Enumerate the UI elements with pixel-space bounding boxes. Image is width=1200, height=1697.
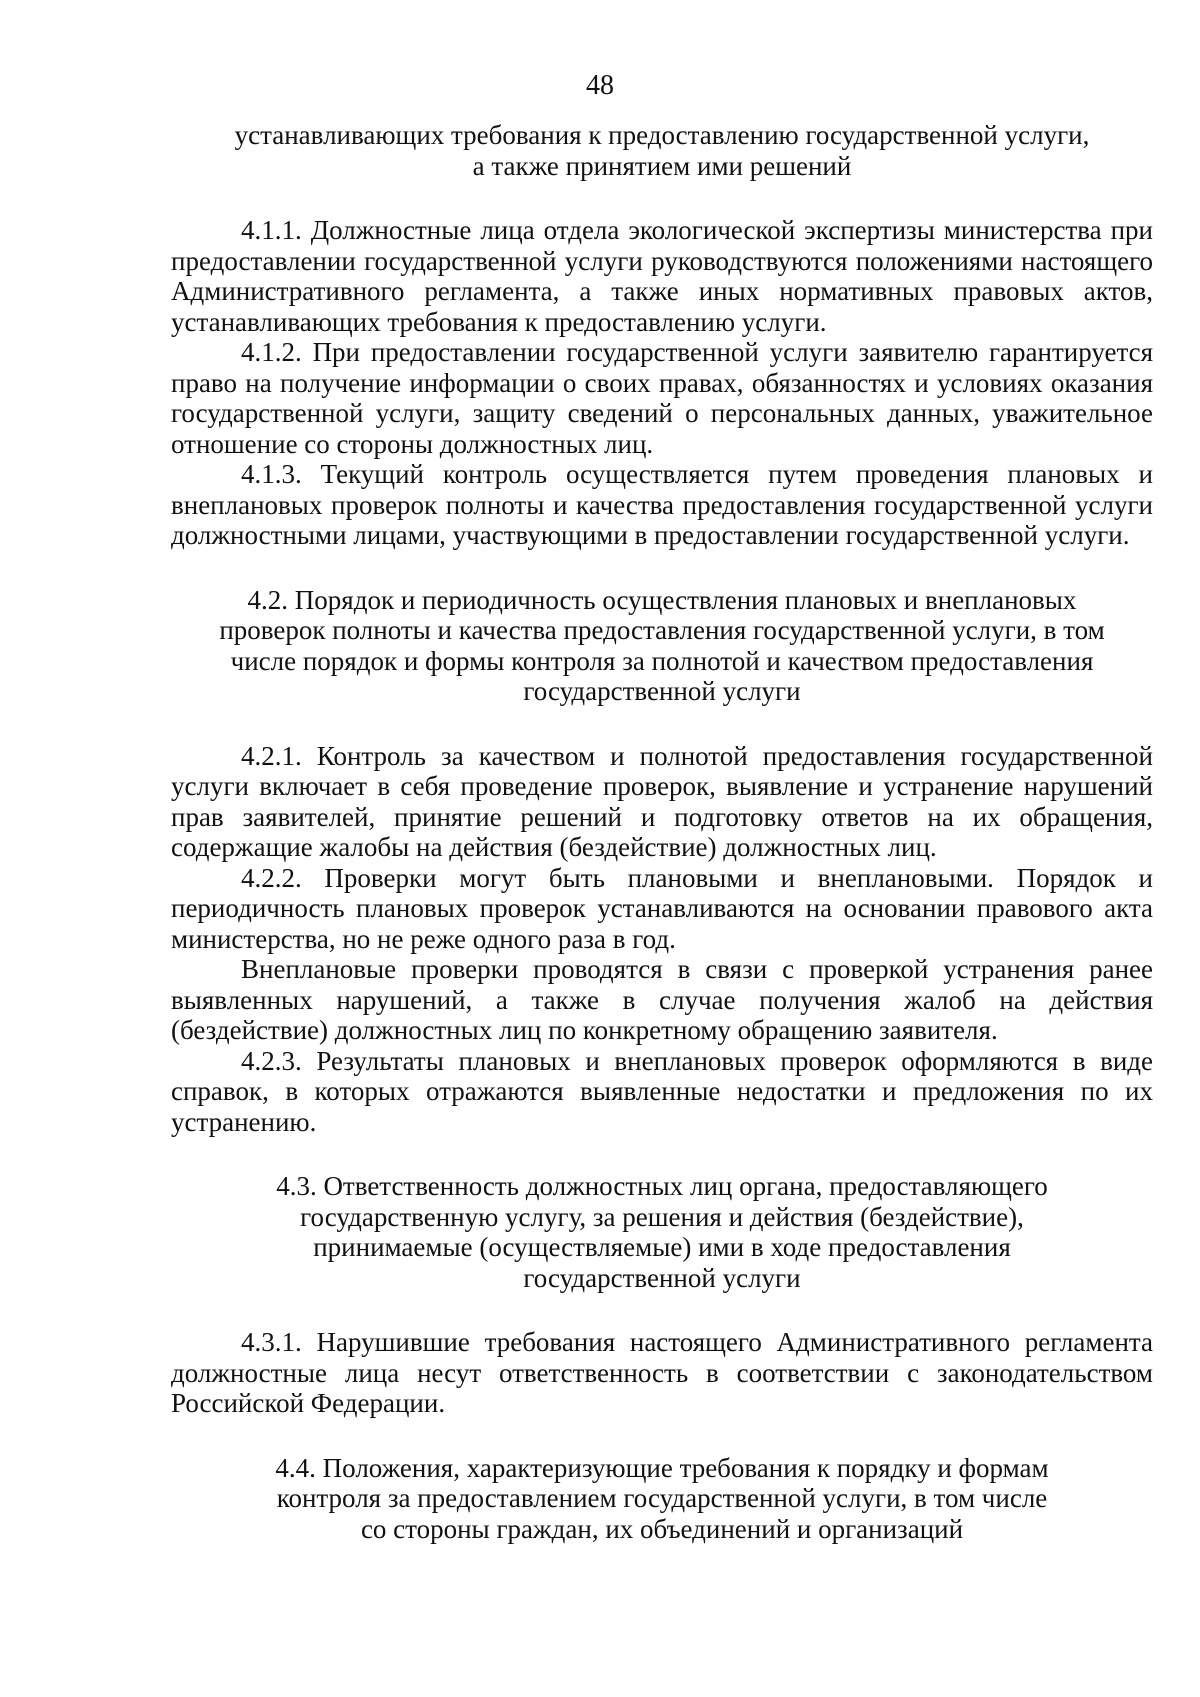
heading-4-4 [211,1453,1113,1545]
heading-4-3 [211,1171,1113,1293]
paragraph-unplanned-checks: Внеплановые проверки проводятся в связи с проверкой устранения ранее выявленных нарушений, а также в случае получения жалоб на действия (бездействие) должностных лиц по конкретному обращению заявителя. [171,954,1153,1045]
paragraph-4-1-2: 4.1.2. При предоставлении государственной услуги заявителю гарантируется право на получение информации о своих правах, обязанностях и условиях оказания государственной услуги, защиту сведений о персональных данных, уважительное отношение со стороны должностных лиц. [171,337,1153,459]
heading-line: числе порядок и формы контроля за полнотой и качеством предоставления [230,645,1094,676]
paragraph-4-3-1: 4.3.1. Нарушившие требования настоящего Административного регламента должностные лица несут ответственность в соответствии с законодательством Российской Федерации. [171,1327,1153,1418]
heading-line: государственную услугу, за решения и действия (бездействие), [300,1201,1024,1232]
heading-line: со стороны граждан, их объединений и организаций [360,1513,964,1544]
heading-line: а также принятием ими решений [472,150,852,181]
heading-line: проверок полноты и качества предоставления государственной услуги, в том [219,615,1105,645]
heading-line: контроля за предоставлением государственной услуги, в том числе [276,1483,1048,1513]
paragraph-4-1-3: 4.1.3. Текущий контроль осуществляется путем проведения плановых и внеплановых проверок полноты и качества предоставления государственной услуги должностными лицами, участвующими в предоставлении государственной услуги. [171,459,1153,550]
paragraph-4-2-3: 4.2.3. Результаты плановых и внеплановых проверок оформляются в виде справок, в которых отражаются выявленные недостатки и предложения по их устранению. [171,1045,1153,1137]
heading-line: 4.3. Ответственность должностных лиц органа, предоставляющего [276,1171,1048,1201]
heading-line: 4.4. Положения, характеризующие требования к порядку и формам [275,1452,1049,1483]
paragraph-4-2-1: 4.2.1. Контроль за качеством и полнотой предоставления государственной услуги включает в себя проведение проверок, выявление и устранение нарушений прав заявителей, принятие решений и подготовку ответов на их обращения, содержащие жалобы на действия (бездействие) должностных лиц. [171,740,1153,862]
page-number: 48 [586,70,614,101]
paragraph-4-2-2: 4.2.2. Проверки могут быть плановыми и внеплановыми. Порядок и периодичность плановых проверок устанавливаются на основании правового акта министерства, но не реже одного раза в год. [171,862,1153,954]
heading-line: устанавливающих требования к предоставлению государственной услуги, [234,120,1090,150]
heading-line: 4.2. Порядок и периодичность осуществления плановых и внеплановых [247,584,1077,615]
heading-line: государственной услуги [523,676,801,706]
heading-4-2 [211,585,1113,707]
paragraph-4-1-1: 4.1.1. Должностные лица отдела экологической экспертизы министерства при предоставлении государственной услуги руководствуются положениями настоящего Административного регламента, а также иных нормативных правовых актов, устанавливающих требования к предоставлению услуги. [171,215,1153,337]
heading-line: принимаемые (осуществляемые) ими в ходе предоставления [313,1232,1011,1262]
page-content [171,120,1153,1544]
heading-line: государственной услуги [523,1262,801,1293]
intro-heading [171,120,1153,181]
